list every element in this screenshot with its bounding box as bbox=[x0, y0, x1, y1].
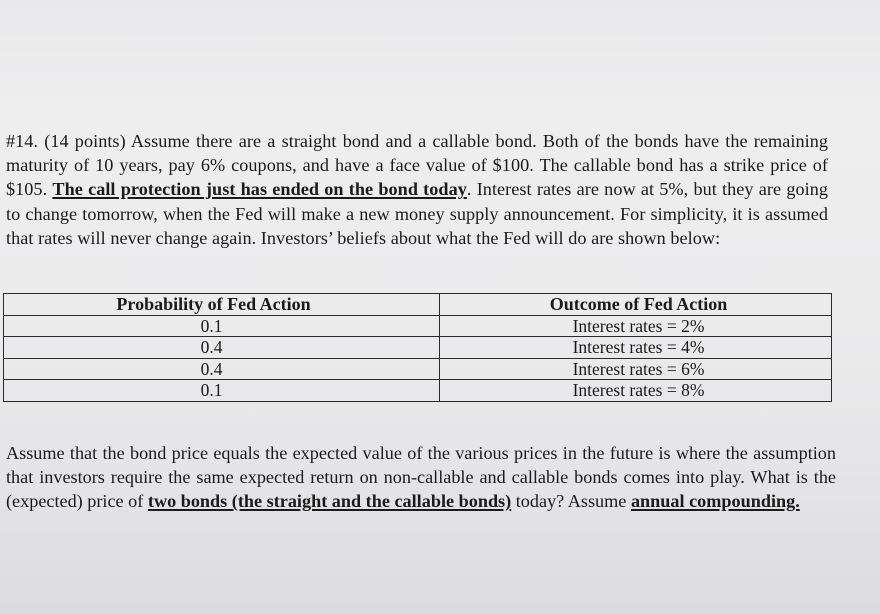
question-paragraph bbox=[6, 129, 828, 250]
two-bonds-note: two bonds (the straight and the callable bonds) bbox=[147, 491, 512, 512]
question-text-2: . Interest rates are now at 5%, but they are going to change tomorrow, when the Fed will make a new money supply announcement. For simplicity, it is assumed that rates will never change again. Investors’ beliefs about what the Fed will do are shown below: bbox=[6, 179, 828, 248]
annual-compounding-note: annual compounding. bbox=[630, 491, 800, 512]
outcome-cell: Interest rates = 2% bbox=[440, 315, 832, 337]
table-row bbox=[4, 337, 832, 359]
table-header-row bbox=[4, 294, 832, 316]
followup-text-1: Assume that the bond price equals the expected value of the various prices in the future is where the assumption that investors require the same expected return on non-callable and callable bonds comes into play. What is the (expected) price of bbox=[6, 443, 836, 512]
call-protection-note: The call protection just has ended on the bond today bbox=[52, 179, 467, 200]
header-outcome: Outcome of Fed Action bbox=[440, 294, 832, 316]
table-row bbox=[4, 315, 832, 337]
outcome-cell: Interest rates = 8% bbox=[440, 380, 832, 402]
table-row bbox=[4, 358, 832, 380]
outcome-cell: Interest rates = 6% bbox=[440, 358, 832, 380]
question-text-1: #14. (14 points) Assume there are a straight bond and a callable bond. Both of the bonds have the remaining maturity of 10 years, pay 6% coupons, and have a face value of $100. The callable bond has a strike price of $105. bbox=[6, 131, 828, 200]
question-intro bbox=[6, 129, 828, 250]
outcome-cell: Interest rates = 4% bbox=[440, 337, 832, 359]
probability-cell: 0.4 bbox=[4, 337, 440, 359]
probability-cell: 0.1 bbox=[4, 380, 440, 402]
probability-cell: 0.1 bbox=[4, 315, 440, 337]
followup-paragraph bbox=[6, 441, 836, 514]
followup-text-2: today? Assume bbox=[511, 491, 631, 512]
followup-section bbox=[6, 441, 836, 514]
table-row bbox=[4, 380, 832, 402]
header-probability: Probability of Fed Action bbox=[4, 294, 440, 316]
probability-cell: 0.4 bbox=[4, 358, 440, 380]
fed-action-table bbox=[3, 293, 832, 402]
